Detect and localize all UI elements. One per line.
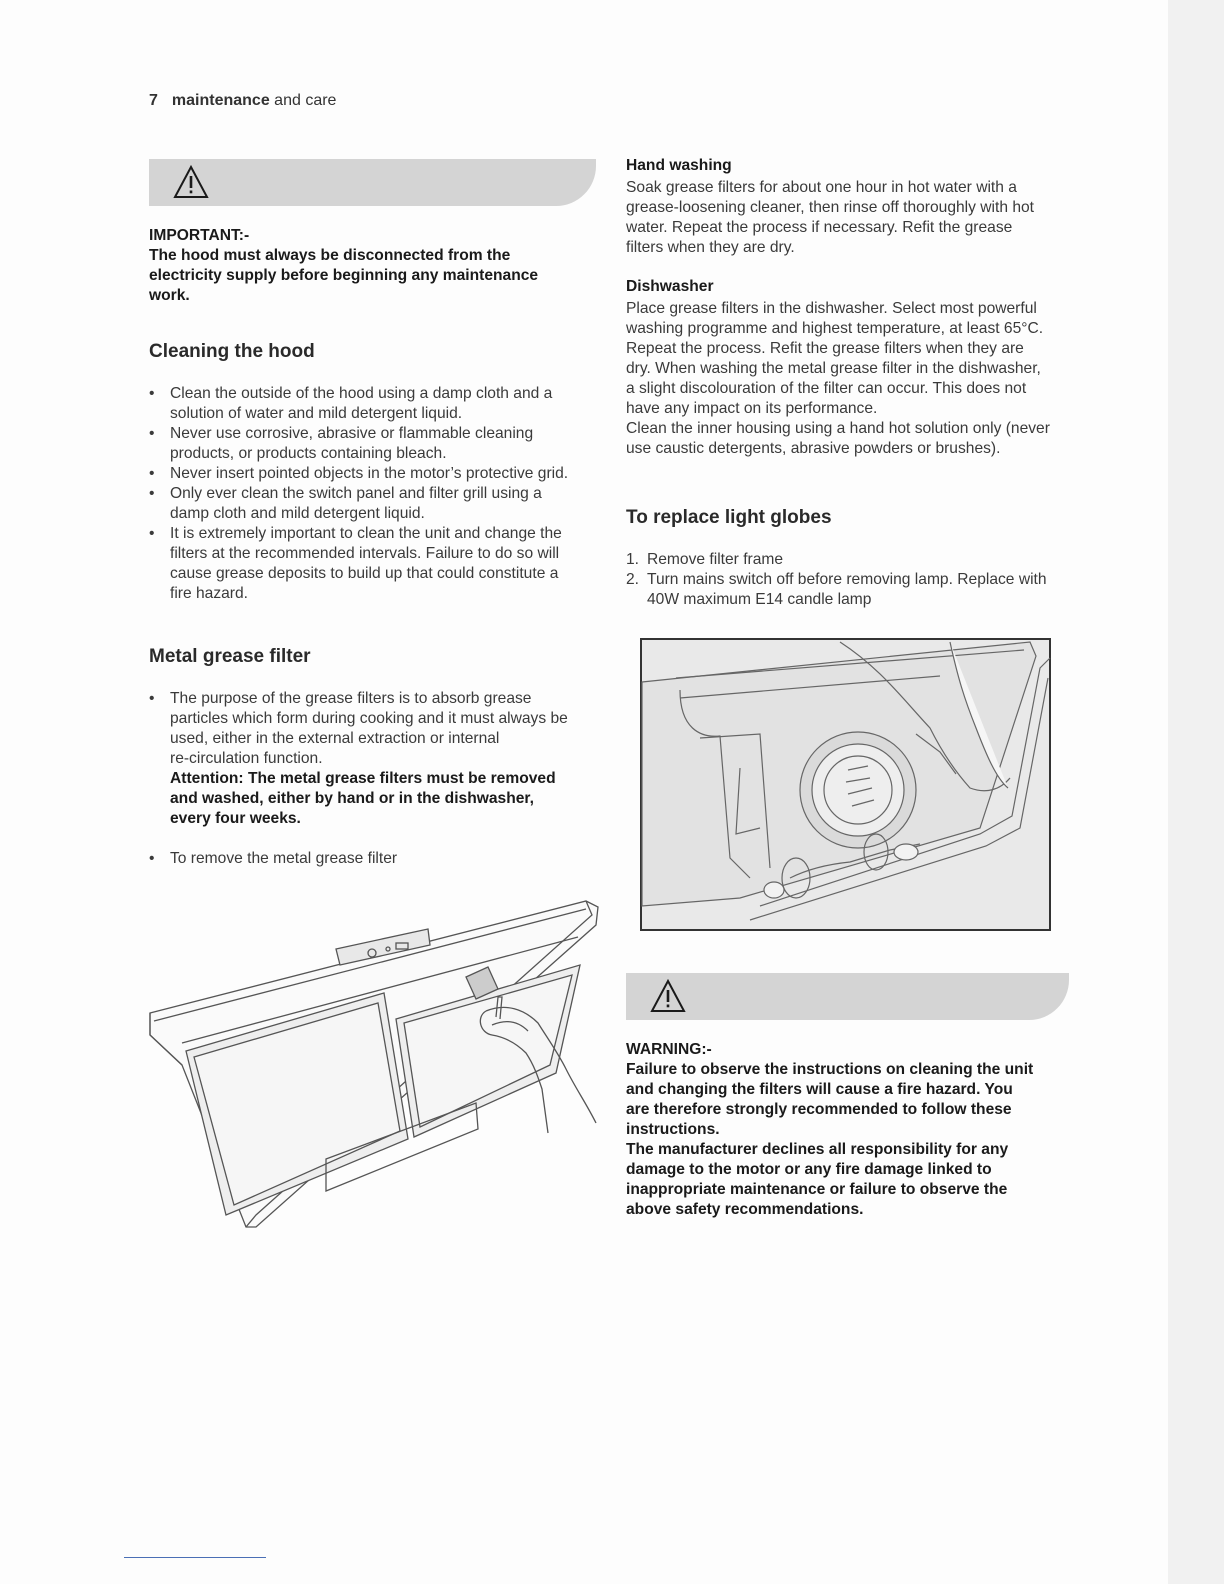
list-item: • It is extremely important to clean the unit and change the filters at the recommended intervals. Failure to do so will cause grease deposits to build up that could constitute a fire hazard. — [149, 524, 599, 604]
warning-triangle-icon — [650, 979, 686, 1013]
list-item: • Never use corrosive, abrasive or flammable cleaning products, or products containing bleach. — [149, 424, 599, 464]
light-steps — [626, 550, 1086, 610]
important-banner — [149, 159, 596, 206]
important-line: The hood must always be disconnected from the — [149, 247, 511, 264]
warning-triangle-icon — [173, 165, 209, 199]
lamp-replacement-illustration — [640, 638, 1052, 932]
list-item: 1. Remove filter frame — [626, 551, 784, 568]
cleaning-title: Cleaning the hood — [149, 341, 315, 362]
warning-banner — [626, 973, 1069, 1020]
filter-list — [149, 689, 599, 869]
filter-title: Metal grease filter — [149, 646, 311, 667]
page-header — [149, 92, 336, 110]
hand-washing-text: Soak grease filters for about one hour in hot water with a grease-loosening cleaner, then rinse off thoroughly with hot water. Repeat the process if necessary. Refit the grease filters when they are dry. — [626, 179, 1035, 256]
list-item: 2. Turn mains switch off before removing lamp. Replace with 40W maximum E14 candle lamp — [626, 571, 1047, 608]
list-item: • Clean the outside of the hood using a damp cloth and a solution of water and mild detergent liquid. — [149, 384, 599, 424]
page-edge — [1168, 0, 1224, 1584]
warning-label: WARNING:- — [626, 1041, 712, 1058]
list-item: • Never insert pointed objects in the motor’s protective grid. — [149, 464, 599, 484]
cleaning-list — [149, 384, 599, 604]
list-item: • Only ever clean the switch panel and filter grill using a damp cloth and mild detergent liquid. — [149, 484, 599, 524]
list-item: • The purpose of the grease filters is to absorb grease particles which form during cooking and it must always be used, either in the external extraction or internal re-circulation function. Attention: The metal grease filters must be removed and washed, either by hand or in the dishwasher, every four weeks. — [149, 689, 599, 829]
hood-filter-illustration — [146, 893, 600, 1235]
important-line: electricity supply before beginning any maintenance — [149, 267, 539, 284]
header-title-rest: and care — [274, 92, 337, 109]
attention-note: Attention: The metal grease filters must be removed — [170, 770, 556, 787]
footer-rule — [124, 1557, 266, 1558]
dishwasher-title: Dishwasher — [626, 278, 714, 295]
important-label: IMPORTANT:- — [149, 227, 250, 244]
dishwasher-text: Place grease filters in the dishwasher. Select most powerful washing programme and highest temperature, at least 65°C. Repeat the process. Refit the grease filters when they are dry. When washing the metal grease filter in the dishwasher, a slight discolouration of the filter can occur. This does not have any impact on its performance. Clean the inner housing using a hand hot solution only (never use caustic detergents, abrasive powders or brushes). — [626, 300, 1050, 457]
page-number: 7 — [149, 92, 158, 109]
important-line: work. — [149, 287, 190, 304]
list-item: • To remove the metal grease filter — [149, 849, 599, 869]
header-title-bold: maintenance — [171, 92, 270, 109]
hand-washing-title: Hand washing — [626, 157, 732, 174]
important-notice — [149, 226, 599, 306]
warning-notice: WARNING:- Failure to observe the instructions on cleaning the unit and changing the filters will cause a fire hazard. You are therefore strongly recommended to follow these instructions. The manufacturer declines all responsibility for any damage to the motor or any fire damage linked to inappropriate maintenance or failure to observe the above safety recommendations. — [626, 1040, 1096, 1220]
light-globes-title: To replace light globes — [626, 507, 832, 528]
